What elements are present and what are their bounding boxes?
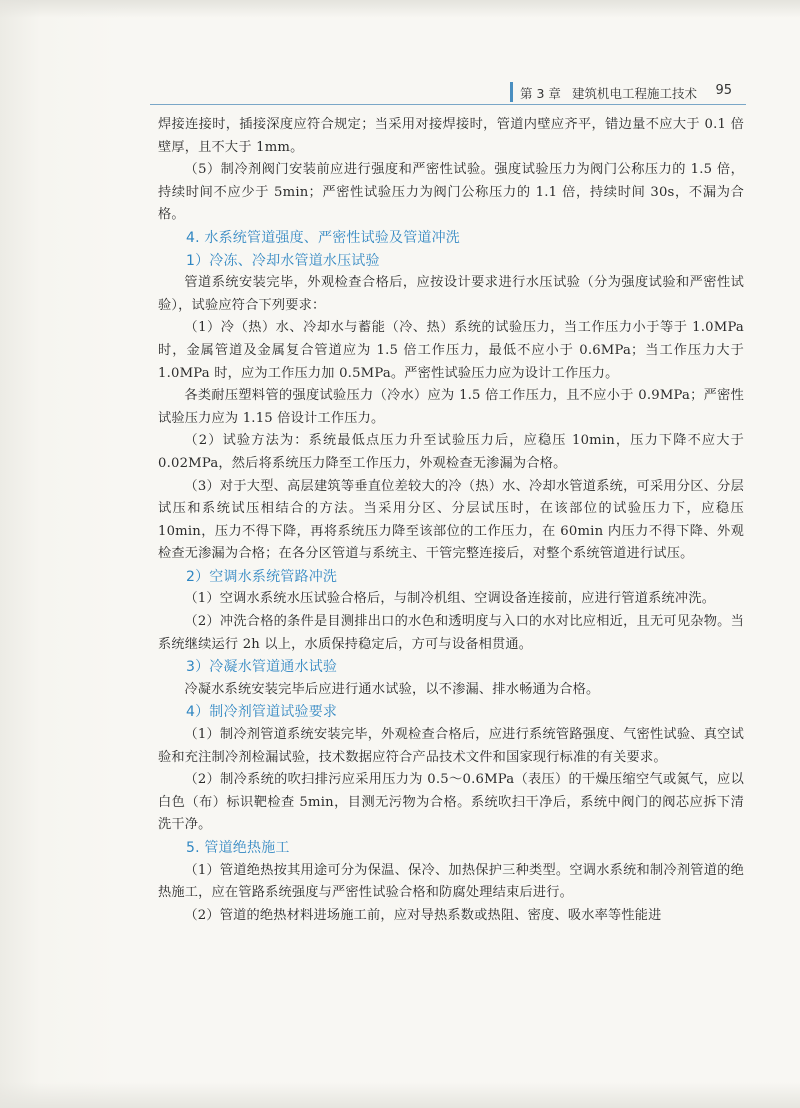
top-page-shadow [0,0,800,18]
paragraph: （5）制冷剂阀门安装前应进行强度和严密性试验。强度试验压力为阀门公称压力的 1.5 倍，持续时间不应少于 5min；严密性试验压力为阀门公称压力的 1.1 倍，持续时间 30s，不漏为合格。 [158,162,744,223]
header-rule [150,104,746,105]
paragraph: 冷凝水系统安装完毕后应进行通水试验，以不渗漏、排水畅通为合格。 [184,681,600,697]
subsection-heading: 1）冷冻、冷却水管道水压试验 [186,252,380,269]
section-heading: 4. 水系统管道强度、严密性试验及管道冲洗 [186,229,461,246]
paragraph: 各类耐压塑料管的强度试验压力（冷水）应为 1.5 倍工作压力，且不应小于 0.9MPa；严密性试验压力应为 1.15 倍设计工作压力。 [158,388,744,426]
paragraph: 焊接连接时，插接深度应符合规定；当采用对接焊接时，管道内壁应齐平，错边量不应大于 0.1 倍壁厚，且不大于 1mm。 [158,117,744,155]
paragraph: （3）对于大型、高层建筑等垂直位差较大的冷（热）水、冷却水管道系统，可采用分区、分层试压和系统试压相结合的方法。当采用分区、分层试压时，在该部位的试验压力下，应稳压 10min，压力不得下降，再将系统压力降至该部位的工作压力，在 60min 内压力不得下降、外观检查无渗漏为合格；在各分区管道与系统主、干管完整连接后，对整个系统管道进行试压。 [158,478,744,562]
chapter-label: 第 3 章 [520,86,561,101]
running-header [510,82,744,104]
paragraph: （1）制冷剂管道系统安装完毕，外观检查合格后，应进行系统管路强度、气密性试验、真空试验和充注制冷剂检漏试验，技术数据应符合产品技术文件和国家现行标准的有关要求。 [158,727,744,765]
paragraph: 管道系统安装完毕，外观检查合格后，应按设计要求进行水压试验（分为强度试验和严密性试验），试验应符合下列要求： [158,275,744,313]
section-heading: 5. 管道绝热施工 [186,840,290,856]
subsection-heading: 3）冷凝水管道通水试验 [186,659,338,676]
subsection-heading: 4）制冷剂管道试验要求 [186,704,338,721]
page-number: 95 [715,83,732,98]
paragraph: （1）空调水系统水压试验合格后，与制冷机组、空调设备连接前，应进行管道系统冲洗。 [184,591,716,607]
paragraph: （1）管道绝热按其用途可分为保温、保冷、加热保护三种类型。空调水系统和制冷剂管道的绝热施工，应在管路系统强度与严密性试验合格和防腐处理结束后进行。 [158,862,744,901]
paragraph: （1）冷（热）水、冷却水与蓄能（冷、热）系统的试验压力，当工作压力小于等于 1.0MPa 时，金属管道及金属复合管道应为 1.5 倍工作压力，最低不应小于 0.6MPa；当工作压力大于 1.0MPa 时，应为工作压力加 0.5MPa。严密性试验压力应为设计工作压力。 [158,320,744,381]
bottom-page-shadow [0,1082,800,1108]
paragraph: （2）冲洗合格的条件是目测排出口的水色和透明度与入口的水对比应相近，且无可见杂物。当系统继续运行 2h 以上，水质保持稳定后，方可与设备相贯通。 [158,614,744,652]
subsection-heading: 2）空调水系统管路冲洗 [186,568,338,585]
paragraph: （2）制冷系统的吹扫排污应采用压力为 0.5～0.6MPa（表压）的干燥压缩空气或氮气，应以白色（布）标识靶检查 5min，目测无污物为合格。系统吹扫干净后，系统中阀门的阀芯应拆下清洗干净。 [158,772,744,833]
page-body [158,114,744,927]
paragraph: （2）管道的绝热材料进场施工前，应对导热系数或热阻、密度、吸水率等性能进 [184,907,662,923]
paragraph: （2）试验方法为：系统最低点压力升至试验压力后，应稳压 10min，压力下降不应大于 0.02MPa，然后将系统压力降至工作压力，外观检查无渗漏为合格。 [158,433,744,471]
chapter-title: 建筑机电工程施工技术 [572,86,698,101]
